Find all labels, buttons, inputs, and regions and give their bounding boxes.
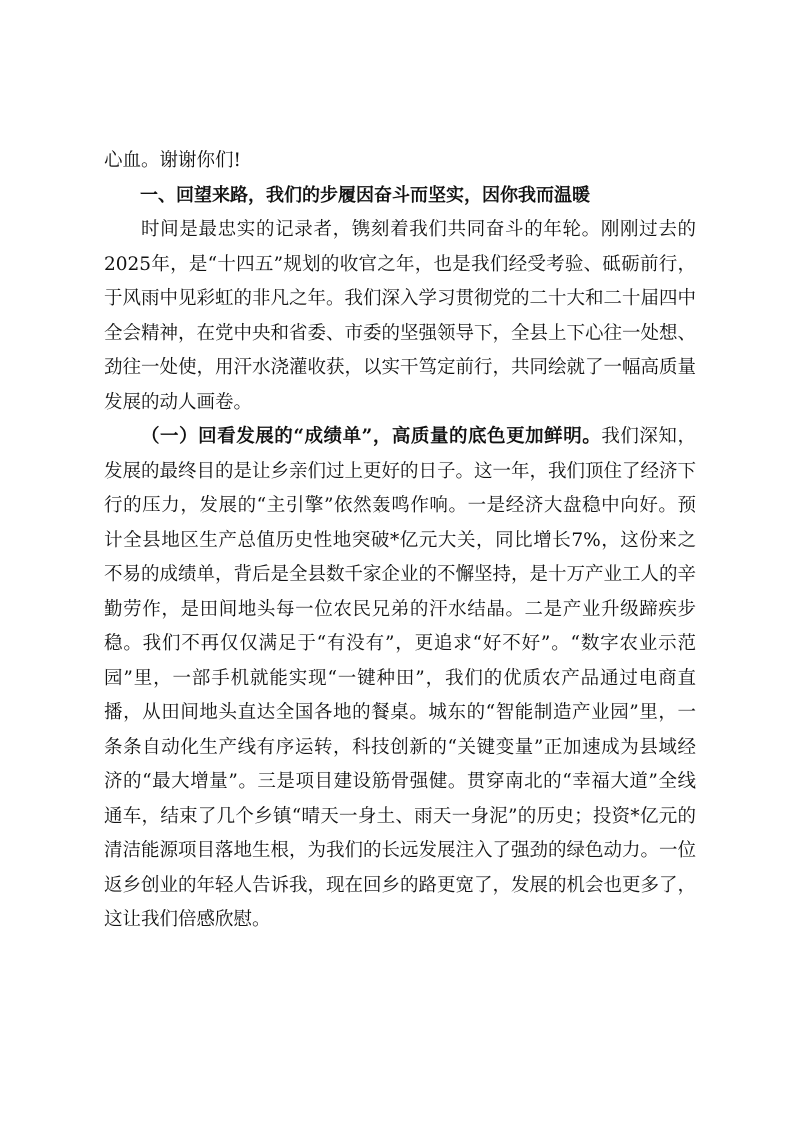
paragraph-2-body: 我们深知，发展的最终目的是让乡亲们过上更好的日子。这一年，我们顶住了经济下行的压力，发展的“主引擎”依然轰鸣作响。一是经济大盘稳中向好。预计全县地区生产总值历史性地突破*亿元大关，同比增长7%，这份来之不易的成绩单，背后是全县数千家企业的不懈坚持，是十万产业工人的辛勤劳作，是田间地头每一位农民兄弟的汗水结晶。二是产业升级蹄疾步稳。我们不再仅仅满足于“有没有”，更追求“好不好”。“数字农业示范园”里，一部手机就能实现“一键种田”，我们的优质农产品通过电商直播，从田间地头直达全国各地的餐桌。城东的“智能制造产业园”里，一条条自动化生产线有序运转，科技创新的“关键变量”正加速成为县域经济的“最大增量”。三是项目建设筋骨强健。贯穿南北的“幸福大道”全线通车，结束了几个乡镇“晴天一身土、雨天一身泥”的历史；投资*亿元的清洁能源项目落地生根，为我们的长远发展注入了强劲的绿色动力。一位返乡创业的年轻人告诉我，现在回乡的路更宽了，发展的机会也更多了，这让我们倍感欣慰。 xyxy=(104,426,697,930)
paragraph-2-lead: （一）回看发展的“成绩单”，高质量的底色更加鲜明。 xyxy=(141,426,602,447)
opening-line: 心血。谢谢你们! xyxy=(104,150,241,171)
paragraph-2 xyxy=(104,420,696,938)
document-body xyxy=(104,144,696,938)
section-heading: 一、回望来路，我们的步履因奋斗而坚实，因你我而温暖 xyxy=(140,184,590,206)
paragraph-1: 时间是最忠实的记录者，镌刻着我们共同奋斗的年轮。刚刚过去的2025年，是“十四五”规划的收官之年，也是我们经受考验、砥砺前行，于风雨中见彩虹的非凡之年。我们深入学习贯彻党的二十大和二十届四中全会精神，在党中央和省委、市委的坚强领导下，全县上下心往一处想、劲往一处使，用汗水浇灌收获，以实干笃定前行，共同绘就了一幅高质量发展的动人画卷。 xyxy=(104,219,697,413)
